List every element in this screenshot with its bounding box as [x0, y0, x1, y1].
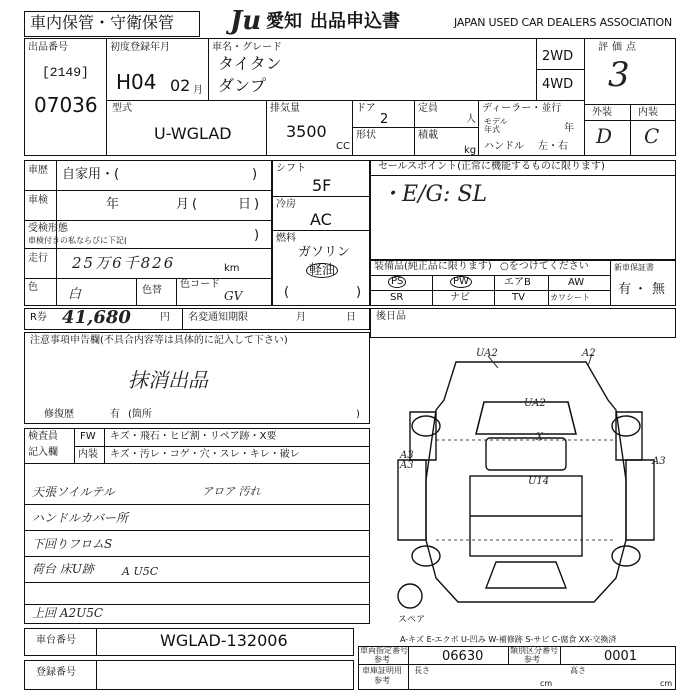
- inspection-paren-close: ): [254, 197, 260, 212]
- diagram-mark-2: A2: [582, 348, 596, 359]
- fuel-value: ガソリン: [298, 245, 351, 260]
- inspector-note-5: 荷台 床U跡: [32, 562, 94, 576]
- recycle-label: R券: [30, 312, 47, 323]
- vehicle-name-label: 車名・グレード: [212, 42, 282, 53]
- later-item-box: [370, 308, 676, 338]
- load-label: 積載: [418, 130, 438, 141]
- plate-label: 登録番号: [36, 667, 76, 678]
- name-change-label: 名変通知期限: [188, 312, 248, 323]
- inspection-year-unit: 年: [106, 197, 120, 212]
- vehicle-name: タイタン: [218, 54, 282, 73]
- equipment-label: 装備品(純正品に限ります): [374, 261, 492, 272]
- inspector-note-1: 天張ソイルテル: [32, 485, 115, 499]
- inspector-fw-items: キズ・飛石・ヒビ割・リペア跡・X要: [110, 431, 277, 442]
- fuel-paren-close: ): [356, 285, 362, 300]
- interior-label: 内装: [638, 107, 658, 118]
- warranty-label: 新車保証書: [614, 263, 654, 272]
- cert-label-2: 参考: [374, 676, 390, 685]
- ref-label-1: 車両指定番号: [360, 646, 408, 655]
- receipt-note: 車検付きの私ならびに下記(: [28, 236, 128, 245]
- ju-logo: Ju: [230, 6, 262, 36]
- model-value: U-WGLAD: [154, 124, 232, 143]
- inspector-note-6: A U5C: [122, 565, 159, 578]
- inspection-month-unit: 月: [176, 197, 190, 212]
- model-year-unit: 年: [564, 123, 574, 134]
- mileage-label: 走行: [28, 253, 48, 264]
- score-label: 評価点: [598, 42, 640, 53]
- mileage-value: 25万6千826: [72, 254, 176, 272]
- equip-leather: カワシート: [550, 293, 590, 302]
- equip-pw: PW: [450, 276, 472, 288]
- warranty-no: 無: [652, 282, 666, 297]
- interior-grade: C: [644, 124, 660, 148]
- chassis-label: 車台番号: [36, 635, 76, 646]
- receipt-close: ): [254, 228, 260, 243]
- storage-note: 車内保管・守衛保管: [30, 13, 175, 32]
- exterior-grade: D: [596, 124, 613, 148]
- inspector-note-3: ハンドルカバー所: [32, 511, 129, 525]
- spare-tire-label: スペア: [398, 615, 426, 625]
- registration-label: 初度登録年月: [110, 42, 170, 53]
- fuel-label: 燃料: [276, 233, 296, 244]
- model-year-label: モデル年式: [484, 117, 508, 134]
- inspector-note-7: 上回 A2U5C: [32, 606, 104, 620]
- exterior-label: 外装: [592, 107, 612, 118]
- doors-value: 2: [380, 112, 389, 127]
- mileage-unit: km: [224, 263, 240, 274]
- later-item-label: 後日品: [376, 311, 406, 322]
- notes-handwritten: 抹消出品: [128, 368, 208, 392]
- drive-4wd: 4WD: [542, 77, 574, 92]
- equip-ps: PS: [388, 276, 406, 288]
- repair-part: (箇所: [128, 409, 152, 420]
- dealer-import-label: ディーラー・並行: [482, 103, 562, 114]
- handle-label: ハンドル: [484, 141, 524, 152]
- diagram-mark-7: U14: [528, 476, 550, 487]
- sales-point-value: ・E/G: SL: [380, 182, 488, 207]
- storage-note-box: [24, 11, 200, 37]
- equip-tv: TV: [512, 292, 525, 303]
- fuel-paren-open: (: [284, 285, 290, 300]
- displacement-unit: CC: [336, 141, 350, 152]
- length-label: 長さ: [414, 666, 430, 675]
- color-label: 色: [28, 282, 38, 293]
- lot-number: 07036: [34, 93, 98, 117]
- load-unit: kg: [464, 145, 477, 156]
- recycle-value: 41,680: [62, 307, 131, 328]
- equip-navi: ナビ: [450, 292, 470, 303]
- usage-value: 自家用・(: [62, 167, 120, 182]
- color-value: 白: [68, 287, 82, 302]
- equip-airbag: エアB: [504, 277, 531, 288]
- name-change-month: 月: [296, 312, 306, 323]
- usage-close: ): [252, 167, 258, 182]
- diagram-mark-3: UA2: [524, 398, 546, 409]
- registration-month: 02: [170, 76, 191, 95]
- displacement-label: 排気量: [270, 103, 300, 114]
- capacity-unit: 人: [466, 114, 476, 125]
- equip-aw: AW: [568, 277, 585, 288]
- paint-change-label: 色替: [142, 285, 162, 296]
- color-code-value: GV: [224, 289, 243, 303]
- type-label-1: 類別区分番号: [510, 646, 558, 655]
- registration-month-unit: 月: [193, 85, 203, 96]
- org-name: 愛知: [266, 11, 302, 32]
- registration-era-year: H04: [116, 70, 157, 94]
- notes-label: 注意事項申告欄(不具合内容等は具体的に記入して下さい): [30, 335, 288, 346]
- drive-2wd: 2WD: [542, 49, 574, 64]
- fuel-light-oil: 軽油: [306, 263, 338, 278]
- association-name: JAPAN USED CAR DEALERS ASSOCIATION: [454, 16, 672, 29]
- diagram-mark-8: A3: [652, 456, 666, 467]
- length-cm-unit: cm: [540, 679, 553, 688]
- repair-value: 有: [110, 409, 120, 420]
- capacity-label: 定員: [418, 103, 438, 114]
- score-value: 3: [608, 55, 630, 95]
- warranty-separator: ・: [634, 282, 648, 297]
- doors-label: ドア: [356, 103, 376, 114]
- color-code-label: 色コード: [180, 279, 220, 290]
- document-title: 出品申込書: [310, 11, 400, 32]
- repair-label: 修復歴: [44, 409, 74, 420]
- sales-point-label: セールスポイント(正常に機能するものに限ります): [378, 161, 605, 172]
- aircon-value: AC: [310, 210, 332, 229]
- diagram-mark-5: A3: [400, 450, 414, 461]
- shift-value: 5F: [312, 176, 332, 195]
- shape-label: 形状: [356, 130, 376, 141]
- handle-value: 左・右: [538, 141, 568, 152]
- inspection-label: 車検: [28, 195, 48, 206]
- diagram-mark-1: UA2: [476, 348, 498, 359]
- vehicle-info-panel: [24, 38, 676, 156]
- shift-label: シフト: [276, 163, 306, 174]
- inspection-day-unit: 日: [238, 197, 252, 212]
- recycle-unit: 円: [160, 312, 170, 323]
- damage-legend: A-キズ E-エクボ U-凹み W-補修跡 S-サビ C-腐食 XX-交換済: [400, 635, 617, 644]
- ref-label-2: 参考: [374, 655, 390, 664]
- repair-close: ): [356, 409, 360, 420]
- diagram-mark-6: A3: [400, 460, 414, 471]
- aircon-label: 冷房: [276, 199, 296, 210]
- cert-label-1: 車庫証明用: [362, 666, 402, 675]
- inspector-label-1: 検査員: [28, 431, 58, 442]
- height-label: 高さ: [570, 666, 586, 675]
- lot-label: 出品番号: [28, 42, 68, 53]
- inspector-interior: 内装: [78, 449, 98, 460]
- inspector-fw: FW: [80, 431, 96, 442]
- inspector-label-2: 記入欄: [28, 447, 58, 458]
- inspector-note-4: 下回りフロムS: [32, 537, 113, 551]
- type-label-2: 参考: [524, 655, 540, 664]
- displacement-value: 3500: [286, 122, 327, 141]
- inspector-interior-items: キズ・汚レ・コゲ・穴・スレ・キレ・破レ: [110, 449, 300, 460]
- warranty-yes: 有: [618, 282, 632, 297]
- vehicle-grade: ダンプ: [218, 76, 267, 95]
- lot-bracket-number: [2149]: [42, 65, 89, 80]
- type-value: 0001: [604, 649, 638, 664]
- chassis-number: WGLAD-132006: [160, 631, 288, 650]
- name-change-day: 日: [346, 312, 356, 323]
- receipt-label: 受検形態: [28, 223, 68, 234]
- usage-label: 車歴: [28, 165, 48, 176]
- diagram-mark-4: X: [536, 432, 544, 443]
- inspector-note-2: アロア 汚れ: [202, 485, 261, 498]
- height-cm-unit: cm: [660, 679, 673, 688]
- vehicle-damage-diagram: [376, 340, 676, 630]
- ref-value: 06630: [442, 649, 484, 664]
- equipment-note: ○をつけてください: [500, 261, 589, 272]
- inspection-paren-open: (: [192, 197, 198, 212]
- model-label: 型式: [112, 103, 132, 114]
- equip-sr: SR: [390, 292, 404, 303]
